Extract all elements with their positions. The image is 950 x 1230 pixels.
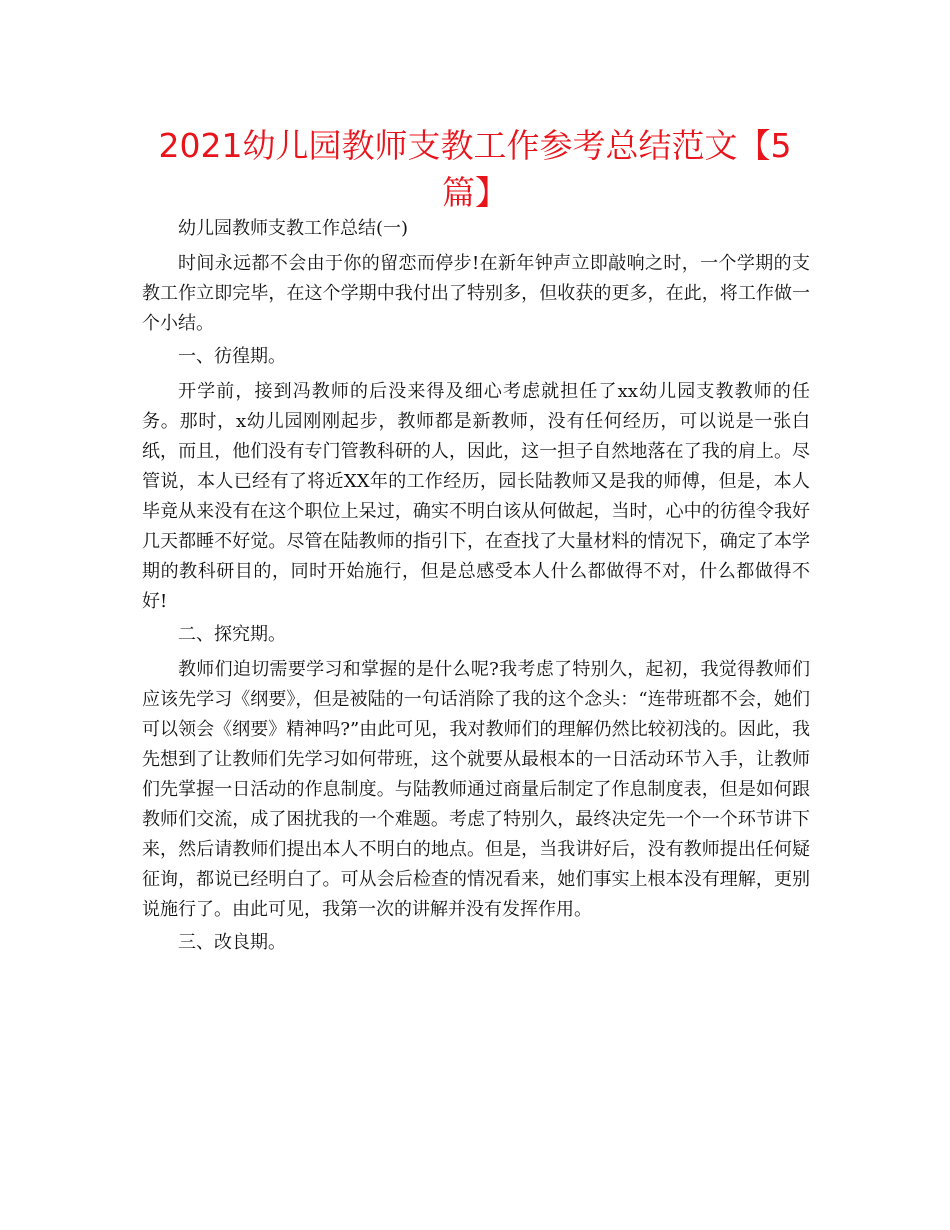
- section-heading-3: 三、改良期。: [178, 932, 286, 953]
- section-heading: 幼儿园教师支教工作总结(一): [178, 218, 409, 239]
- paragraph-1: 开学前，接到冯教师的后没来得及细心考虑就担任了xx幼儿园支教教师的任务。那时，x幼儿园刚刚起步，教师都是新教师，没有任何经历，可以说是一张白纸，而且，他们没有专门管教科研的人，因此，这一担子自然地落在了我的肩上。尽管说，本人已经有了将近XX年的工作经历，园长陆教师又是我的师傅，但是，本人毕竟从来没有在这个职位上呆过，确实不明白该从何做起，当时，心中的彷徨令我好几天都睡不好觉。尽管在陆教师的指引下，在查找了大量材料的情况下，确定了本学期的教科研目的，同时开始施行，但是总感受本人什么都做得不对，什么都做得不好!: [142, 381, 810, 612]
- section-heading-2: 二、探究期。: [178, 624, 286, 645]
- paragraph-intro: 时间永远都不会由于你的留恋而停步!在新年钟声立即敲响之时，一个学期的支教工作立即完毕，在这个学期中我付出了特别多，但收获的更多，在此，将工作做一个小结。: [142, 253, 810, 334]
- document-title: 2021幼儿园教师支教工作参考总结范文【5篇】: [158, 126, 792, 212]
- paragraph-2: 教师们迫切需要学习和掌握的是什么呢?我考虑了特别久，起初，我觉得教师们应该先学习《纲要》，但是被陆的一句话消除了我的这个念头：“连带班都不会，她们可以领会《纲要》精神吗?”由此可见，我对教师们的理解仍然比较初浅的。因此，我先想到了让教师们先学习如何带班，这个就要从最根本的一日活动环节入手，让教师们先掌握一日活动的作息制度。与陆教师通过商量后制定了作息制度表，但是如何跟教师们交流，成了困扰我的一个难题。考虑了特别久，最终决定先一个一个环节讲下来，然后请教师们提出本人不明白的地点。但是，当我讲好后，没有教师提出任何疑征询，都说已经明白了。可从会后检查的情况看来，她们事实上根本没有理解，更别说施行了。由此可见，我第一次的讲解并没有发挥作用。: [142, 659, 810, 920]
- section-heading-1: 一、彷徨期。: [178, 346, 286, 367]
- document-body: [142, 214, 810, 963]
